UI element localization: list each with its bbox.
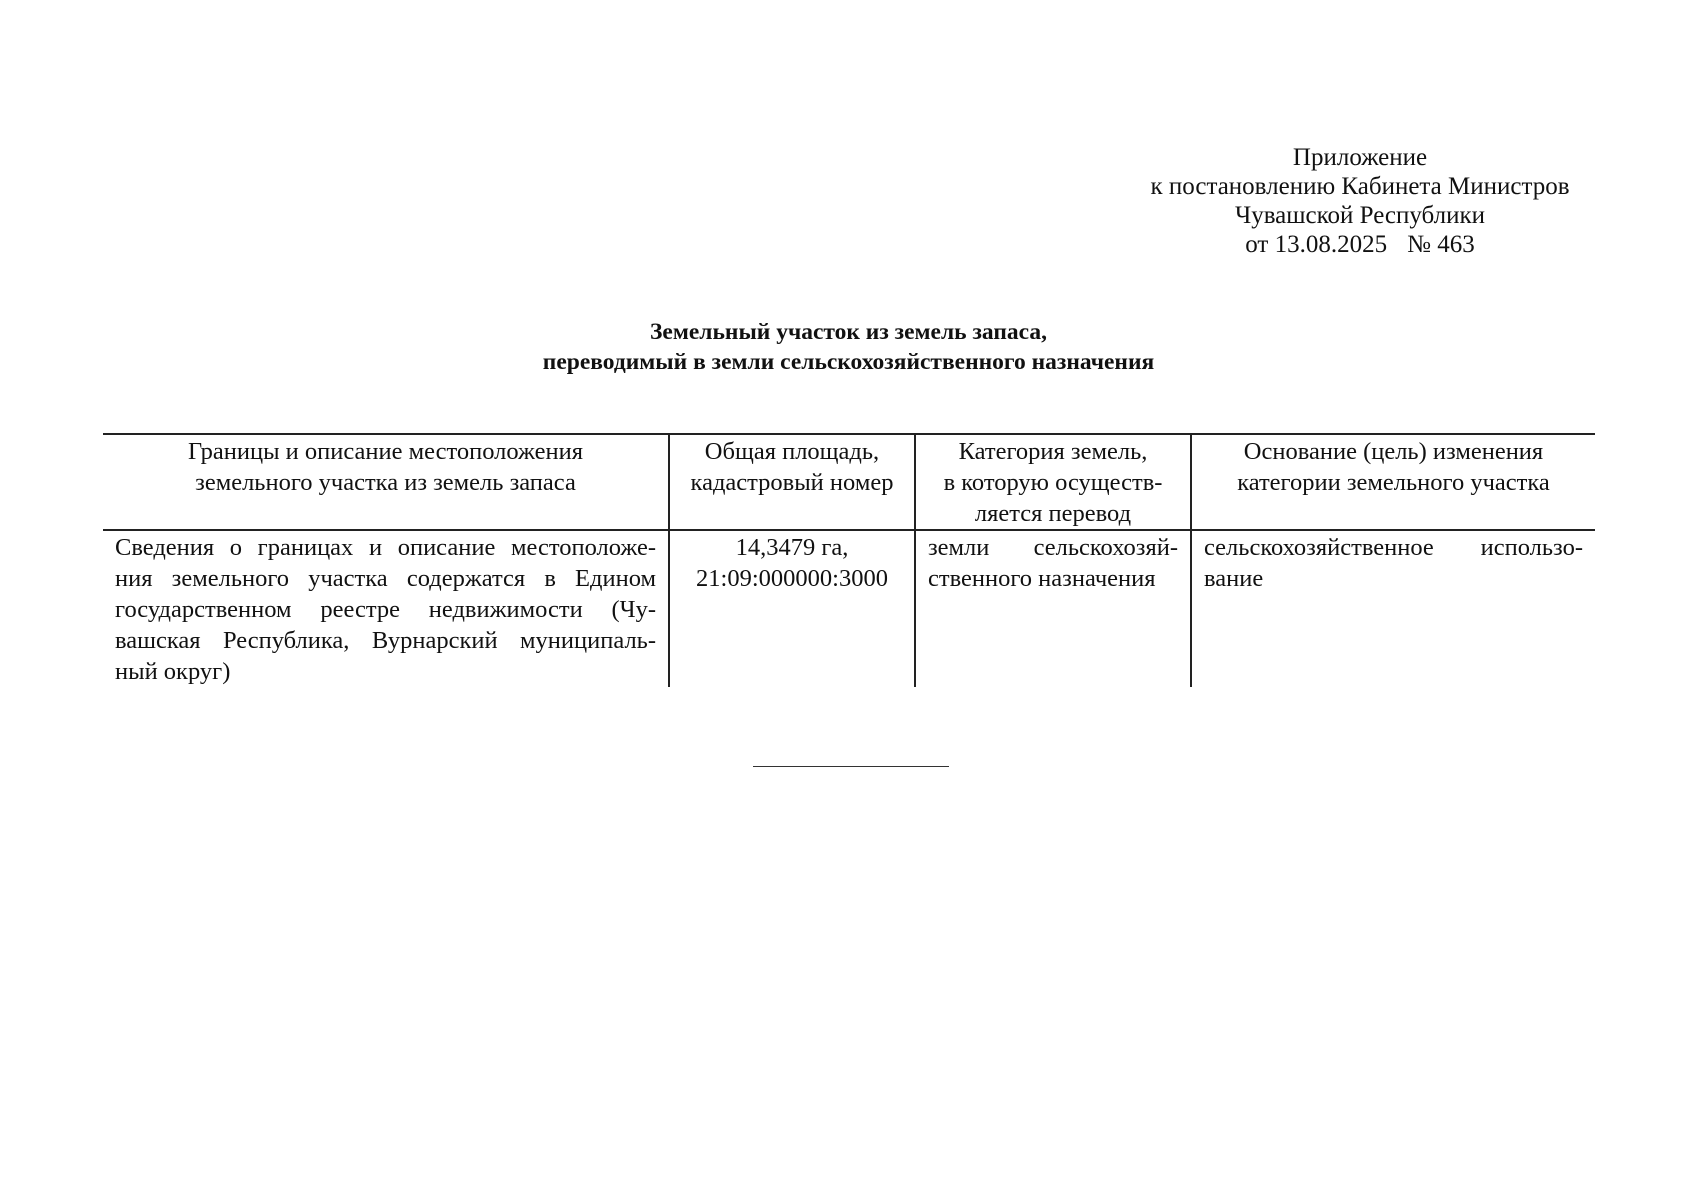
document-title-line-2: переводимый в земли сельскохозяйственного назначения bbox=[542, 349, 1155, 375]
appendix-number: № 463 bbox=[1407, 231, 1475, 258]
cell-basis-line-1: сельскохозяйственное использо- bbox=[1204, 534, 1583, 561]
header-category-line-1: Категория земель, bbox=[958, 438, 1148, 465]
table-header-row bbox=[103, 434, 1595, 530]
appendix-date: от 13.08.2025 bbox=[1245, 231, 1388, 258]
cell-category bbox=[915, 530, 1191, 687]
header-category-line-3: ляется перевод bbox=[974, 500, 1132, 527]
document-title bbox=[0, 317, 1697, 377]
header-boundaries-line-1: Границы и описание местоположения bbox=[187, 438, 583, 465]
land-plot-table bbox=[103, 433, 1595, 687]
header-area-line-2: кадастровый номер bbox=[690, 469, 894, 496]
cell-boundaries-line-4: вашская Республика, Вурнарский муниципаль- bbox=[115, 627, 656, 654]
appendix-block bbox=[1100, 143, 1620, 259]
header-category-line-2: в которую осуществ- bbox=[943, 469, 1163, 496]
closing-divider bbox=[753, 766, 949, 767]
header-area bbox=[669, 434, 915, 530]
cell-category-line-1: земли сельскохозяй- bbox=[928, 534, 1178, 561]
header-area-line-1: Общая площадь, bbox=[704, 438, 880, 465]
appendix-date-number bbox=[1100, 230, 1620, 259]
document-title-line-1: Земельный участок из земель запаса, bbox=[650, 319, 1047, 345]
header-boundaries-line-2: земельного участка из земель запаса bbox=[195, 469, 576, 496]
cell-boundaries-line-5: ный округ) bbox=[115, 658, 231, 685]
cell-category-line-2: ственного назначения bbox=[928, 565, 1156, 592]
header-category bbox=[915, 434, 1191, 530]
cell-boundaries-line-2: ния земельного участка содержатся в Едином bbox=[115, 565, 656, 592]
header-basis-line-1: Основание (цель) изменения bbox=[1243, 438, 1544, 465]
header-boundaries bbox=[103, 434, 669, 530]
cell-basis bbox=[1191, 530, 1595, 687]
cell-boundaries-line-1: Сведения о границах и описание местоположе- bbox=[115, 534, 656, 561]
header-basis-line-2: категории земельного участка bbox=[1237, 469, 1550, 496]
cell-area: 14,3479 га, bbox=[735, 534, 849, 561]
cell-cadastral-number: 21:09:000000:3000 bbox=[696, 565, 888, 592]
cell-area-cadastral bbox=[669, 530, 915, 687]
appendix-republic: Чувашской Республики bbox=[1234, 202, 1486, 229]
cell-boundaries-description bbox=[103, 530, 669, 687]
header-basis bbox=[1191, 434, 1595, 530]
appendix-reference: к постановлению Кабинета Министров bbox=[1150, 173, 1570, 200]
cell-boundaries-line-3: государственном реестре недвижимости (Чу- bbox=[115, 596, 656, 623]
table-row bbox=[103, 530, 1595, 687]
appendix-title: Приложение bbox=[1292, 144, 1428, 171]
cell-basis-line-2: вание bbox=[1204, 565, 1264, 592]
